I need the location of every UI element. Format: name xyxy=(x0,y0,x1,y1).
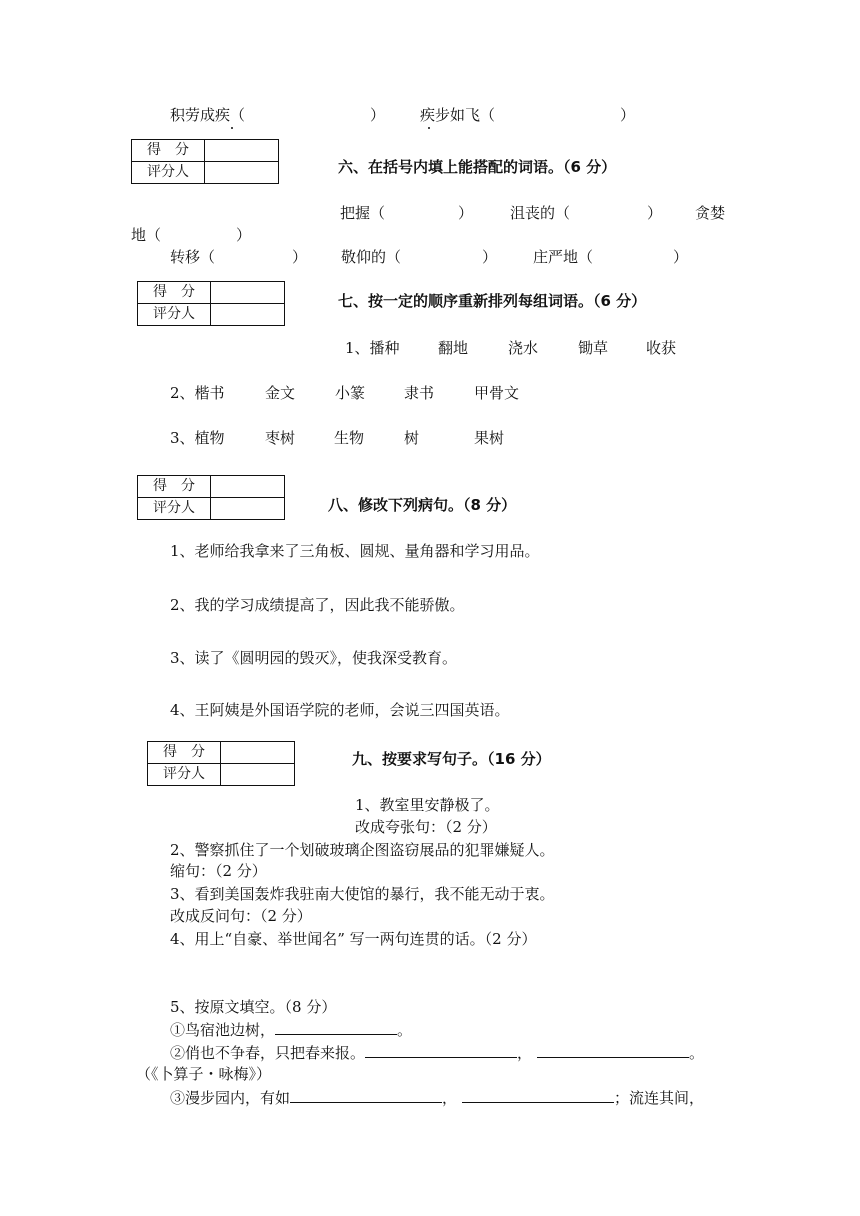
poem-line-b-end: 。 xyxy=(689,1044,705,1062)
grader-cell[interactable] xyxy=(211,498,285,520)
sec6-word-4-close: ） xyxy=(292,248,308,266)
score-box-sec6 xyxy=(131,139,279,184)
grader-cell[interactable] xyxy=(211,304,285,326)
blank-answer[interactable] xyxy=(537,1042,689,1058)
blank-answer[interactable] xyxy=(462,1087,614,1103)
sec7-g3-w5: 果树 xyxy=(474,429,505,447)
sec7-g2-w4: 隶书 xyxy=(404,384,435,402)
sec9-q5-a xyxy=(170,1019,412,1040)
poem-line-a: ①鸟宿池边树， xyxy=(170,1021,276,1039)
sec6-word-6-close: ） xyxy=(673,248,689,266)
sec6-word-3-wrap: 地（ xyxy=(131,226,162,244)
sec7-g1-w4: 锄草 xyxy=(578,339,609,357)
score-label: 得 分 xyxy=(148,742,221,764)
sec9-q1-requirement: 改成夸张句：（2 分） xyxy=(355,818,497,836)
score-cell[interactable] xyxy=(221,742,295,764)
section-6-title: 六、在括号内填上能搭配的词语。（6 分） xyxy=(338,158,617,176)
sec7-g3-w3: 生物 xyxy=(334,429,365,447)
score-box-sec8 xyxy=(137,475,285,520)
score-label: 得 分 xyxy=(138,476,211,498)
sec9-q3-requirement: 改成反问句：（2 分） xyxy=(170,907,312,925)
idiom-item-1-close: ） xyxy=(370,106,386,124)
emphasis-dot xyxy=(428,127,430,129)
sec6-word-5-close: ） xyxy=(482,248,498,266)
sec9-q2-requirement: 缩句：（2 分） xyxy=(170,862,267,880)
sec6-word-2-close: ） xyxy=(647,204,663,222)
sec6-word-1: 把握（ xyxy=(340,204,386,222)
sec6-word-3-close: ） xyxy=(236,226,252,244)
sec6-word-1-close: ） xyxy=(458,204,474,222)
grader-label: 评分人 xyxy=(138,304,211,326)
sec8-sentence-1: 1、老师给我拿来了三角板、圆规、量角器和学习用品。 xyxy=(170,542,540,560)
grader-label: 评分人 xyxy=(148,764,221,786)
section-9-title: 九、按要求写句子。（16 分） xyxy=(352,750,551,768)
poem-line-c-mid: ， xyxy=(442,1089,458,1107)
grader-cell[interactable] xyxy=(221,764,295,786)
score-cell[interactable] xyxy=(211,476,285,498)
sec7-g3-w4: 树 xyxy=(404,429,420,447)
score-box-sec9 xyxy=(147,741,295,786)
sec6-word-3: 贪婪 xyxy=(695,204,726,222)
score-cell[interactable] xyxy=(211,282,285,304)
score-label: 得 分 xyxy=(138,282,211,304)
sec9-q3: 3、看到美国轰炸我驻南大使馆的暴行，我不能无动于衷。 xyxy=(170,885,555,903)
sec9-q5: 5、按原文填空。（8 分） xyxy=(170,998,337,1016)
score-label: 得 分 xyxy=(132,140,205,162)
sec6-word-4: 转移（ xyxy=(170,248,216,266)
grader-cell[interactable] xyxy=(205,162,279,184)
blank-answer[interactable] xyxy=(365,1042,517,1058)
sec7-g2-w1: 2、楷书 xyxy=(170,384,225,402)
sec7-g1-w3: 浇水 xyxy=(508,339,539,357)
sec9-q5-b-source: （《卜算子・咏梅》） xyxy=(136,1065,272,1083)
sec7-g1-w2: 翻地 xyxy=(438,339,469,357)
poem-line-a-end: 。 xyxy=(397,1021,413,1039)
idiom-item-2-close: ） xyxy=(620,106,636,124)
section-7-title: 七、按一定的顺序重新排列每组词语。（6 分） xyxy=(338,292,647,310)
sec8-sentence-2: 2、我的学习成绩提高了，因此我不能骄傲。 xyxy=(170,596,465,614)
poem-line-b: ②俏也不争春，只把春来报。 xyxy=(170,1044,366,1062)
sec9-q1: 1、教室里安静极了。 xyxy=(355,796,500,814)
sec6-word-5: 敬仰的（ xyxy=(341,248,402,266)
blank-answer[interactable] xyxy=(290,1087,442,1103)
sec7-g3-w1: 3、植物 xyxy=(170,429,225,447)
idiom-item-2: 疾步如飞（ xyxy=(420,106,496,124)
sec7-g2-w5: 甲骨文 xyxy=(474,384,520,402)
sec7-g1-w5: 收获 xyxy=(646,339,677,357)
sec6-word-2: 沮丧的（ xyxy=(510,204,571,222)
sec8-sentence-3: 3、读了《圆明园的毁灭》，使我深受教育。 xyxy=(170,649,458,667)
sec7-g3-w2: 枣树 xyxy=(265,429,296,447)
sec7-g2-w3: 小篆 xyxy=(335,384,366,402)
sec9-q5-c xyxy=(170,1087,704,1108)
emphasis-dot xyxy=(231,127,233,129)
poem-line-b-mid: ， xyxy=(517,1044,533,1062)
poem-line-c: ③漫步园内，有如 xyxy=(170,1089,291,1107)
sec9-q2: 2、警察抓住了一个划破玻璃企图盗窃展品的犯罪嫌疑人。 xyxy=(170,841,555,859)
grader-label: 评分人 xyxy=(132,162,205,184)
sec7-g2-w2: 金文 xyxy=(265,384,296,402)
grader-label: 评分人 xyxy=(138,498,211,520)
blank-answer[interactable] xyxy=(275,1019,397,1035)
idiom-item-1: 积劳成疾（ xyxy=(170,106,246,124)
sec9-q5-b xyxy=(170,1042,704,1063)
sec8-sentence-4: 4、王阿姨是外国语学院的老师，会说三四国英语。 xyxy=(170,701,510,719)
score-box-sec7 xyxy=(137,281,285,326)
sec6-word-6: 庄严地（ xyxy=(533,248,594,266)
sec9-q4: 4、用上“自豪、举世闻名” 写一两句连贯的话。（2 分） xyxy=(170,930,537,948)
sec7-g1-w1: 1、播种 xyxy=(345,339,400,357)
score-cell[interactable] xyxy=(205,140,279,162)
poem-line-c-end: ；流连其间， xyxy=(614,1089,705,1107)
section-8-title: 八、修改下列病句。（8 分） xyxy=(328,496,517,514)
